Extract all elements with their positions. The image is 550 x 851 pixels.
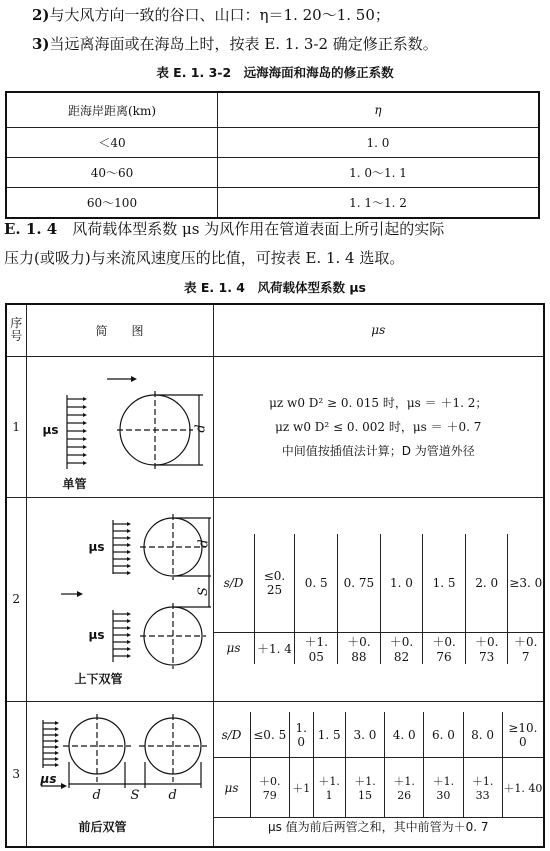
row3-values [213, 701, 544, 847]
row1-line-3: 中间值按插值法计算；D 为管道外径 [281, 443, 475, 458]
row1-figure [26, 356, 213, 497]
row2-sd-cell: ≥3. 0 [508, 534, 543, 632]
row2-mu-cell: ＋0. 82 [380, 632, 423, 664]
row2-mu-cell: ＋1. 05 [295, 632, 338, 664]
row2-sd-cell: 1. 5 [423, 534, 466, 632]
table-row [6, 188, 539, 219]
row2-mu-cell: ＋1. 4 [254, 632, 295, 664]
table1-header-distance: 距海岸距离(km) [6, 92, 218, 128]
row3-note-row [214, 818, 544, 836]
row3-sd-cell: ≤0. 5 [250, 712, 289, 758]
row3-mu-cell: ＋1. 40 [502, 758, 543, 818]
row2-mu-cell: ＋0. 73 [465, 632, 508, 664]
row1-description [213, 356, 544, 497]
row2-sd-cell: 0. 5 [295, 534, 338, 632]
row2-mu-row [214, 632, 544, 664]
row2-sd-head: s/D [214, 534, 255, 632]
table-row [6, 701, 544, 847]
row2-sd-cell: 0. 75 [338, 534, 381, 632]
row3-mu-cell: ＋1. 15 [345, 758, 384, 818]
row3-sd-cell: ≥10. 0 [502, 712, 543, 758]
row2-fig-label: 上下双管 [74, 671, 123, 686]
row3-mu-cell: ＋1. 30 [424, 758, 463, 818]
table2-header-seq: 序号 [6, 304, 26, 356]
section-text-line1: 风荷载体型系数 μs 为风作用在管道表面上所引起的实际 [72, 220, 445, 238]
row3-d-label-1: d [92, 787, 101, 803]
row3-d-label-2: d [168, 787, 177, 803]
row2-values [213, 497, 544, 701]
table1-cell: 1. 1～1. 2 [218, 188, 540, 219]
row2-mu-cell: ＋0. 88 [338, 632, 381, 664]
table1-caption: 表 E. 1. 3-2 远海海面和海岛的修正系数 [156, 65, 394, 80]
intro-item-2 [32, 4, 390, 25]
table1-header-row [6, 92, 539, 128]
row2-figure [26, 497, 213, 701]
row2-seq: 2 [6, 497, 26, 701]
row2-mu-cell: ＋0. 7 [508, 632, 543, 664]
table1-cell: 1. 0 [218, 128, 540, 158]
row2-sd-cell: ≤0. 25 [254, 534, 295, 632]
row2-inner-table [214, 534, 544, 664]
table1-cell: 1. 0～1. 1 [218, 158, 540, 188]
table-row [6, 356, 544, 497]
intro-item-3 [32, 33, 438, 54]
row3-fig-label: 前后双管 [78, 819, 127, 834]
table2-header-fig: 简 图 [26, 304, 213, 356]
intro-item-2-text: 与大风方向一致的谷口、山口：η＝1. 20～1. 50； [49, 6, 390, 24]
row3-mu-cell: ＋1. 26 [385, 758, 424, 818]
row1-seq: 1 [6, 356, 26, 497]
row2-sd-row [214, 534, 544, 632]
table2-caption: 表 E. 1. 4 风荷载体型系数 μs [184, 280, 366, 295]
row3-mu-label: μs [40, 771, 57, 786]
row3-sd-cell: 8. 0 [463, 712, 502, 758]
row2-d-label: d [196, 538, 212, 548]
row3-mu-cell: ＋0. 79 [250, 758, 289, 818]
table1-cell: 40～60 [6, 158, 218, 188]
row2-s-label: S [195, 586, 211, 596]
table2-header-mu: μs [213, 304, 544, 356]
row3-sd-cell: 1. 5 [313, 712, 345, 758]
row3-figure [26, 701, 213, 847]
table1 [5, 91, 540, 219]
table2-header-row [6, 304, 544, 356]
section-number: E. 1. 4 [4, 220, 58, 238]
row3-mu-head: μs [214, 758, 251, 818]
table1-cell: 60～100 [6, 188, 218, 219]
row3-s-label: S [130, 787, 140, 803]
row1-fig-label: 单管 [62, 476, 87, 491]
row2-mu-cell: ＋0. 76 [423, 632, 466, 664]
row3-sd-cell: 1. 0 [289, 712, 313, 758]
row3-sd-cell: 6. 0 [424, 712, 463, 758]
row3-sd-head: s/D [214, 712, 251, 758]
row3-sd-cell: 4. 0 [385, 712, 424, 758]
row3-inner-table [214, 712, 544, 836]
table-row [6, 497, 544, 701]
table-row [6, 158, 539, 188]
row2-mu-label-top: μs [88, 539, 105, 554]
row1-line-2: μz w0 D² ≤ 0. 002 时，μs ＝ ＋0. 7 [275, 419, 482, 434]
row3-mu-row [214, 758, 544, 818]
row3-seq: 3 [6, 701, 26, 847]
row3-sd-cell: 3. 0 [345, 712, 384, 758]
intro-item-3-number: 3) [32, 35, 50, 53]
intro-item-2-number: 2) [32, 6, 50, 24]
row3-mu-cell: ＋1. 33 [463, 758, 502, 818]
row3-note: μs 值为前后两管之和，其中前管为＋0. 7 [214, 818, 544, 836]
row1-line-1: μz w0 D² ≥ 0. 015 时，μs ＝ ＋1. 2； [269, 395, 488, 410]
section-e14-line2: 压力(或吸力)与来流风速度压的比值，可按表 E. 1. 4 选取。 [4, 249, 405, 267]
table1-cell: ＜40 [6, 128, 218, 158]
row3-sd-row [214, 712, 544, 758]
section-e14-line1 [4, 218, 444, 239]
row3-mu-cell: ＋1. 1 [313, 758, 345, 818]
intro-item-3-text: 当远离海面或在海岛上时，按表 E. 1. 3-2 确定修正系数。 [49, 35, 438, 53]
row2-sd-cell: 2. 0 [465, 534, 508, 632]
row2-sd-cell: 1. 0 [380, 534, 423, 632]
row3-mu-cell: ＋1 [289, 758, 313, 818]
row2-mu-head: μs [214, 632, 255, 664]
row1-mu-label: μs [42, 422, 59, 437]
table1-header-eta: η [218, 92, 540, 128]
row2-mu-label-bottom: μs [88, 627, 105, 642]
row1-d-label: d [193, 423, 209, 433]
table2 [5, 303, 545, 848]
table-row [6, 128, 539, 158]
